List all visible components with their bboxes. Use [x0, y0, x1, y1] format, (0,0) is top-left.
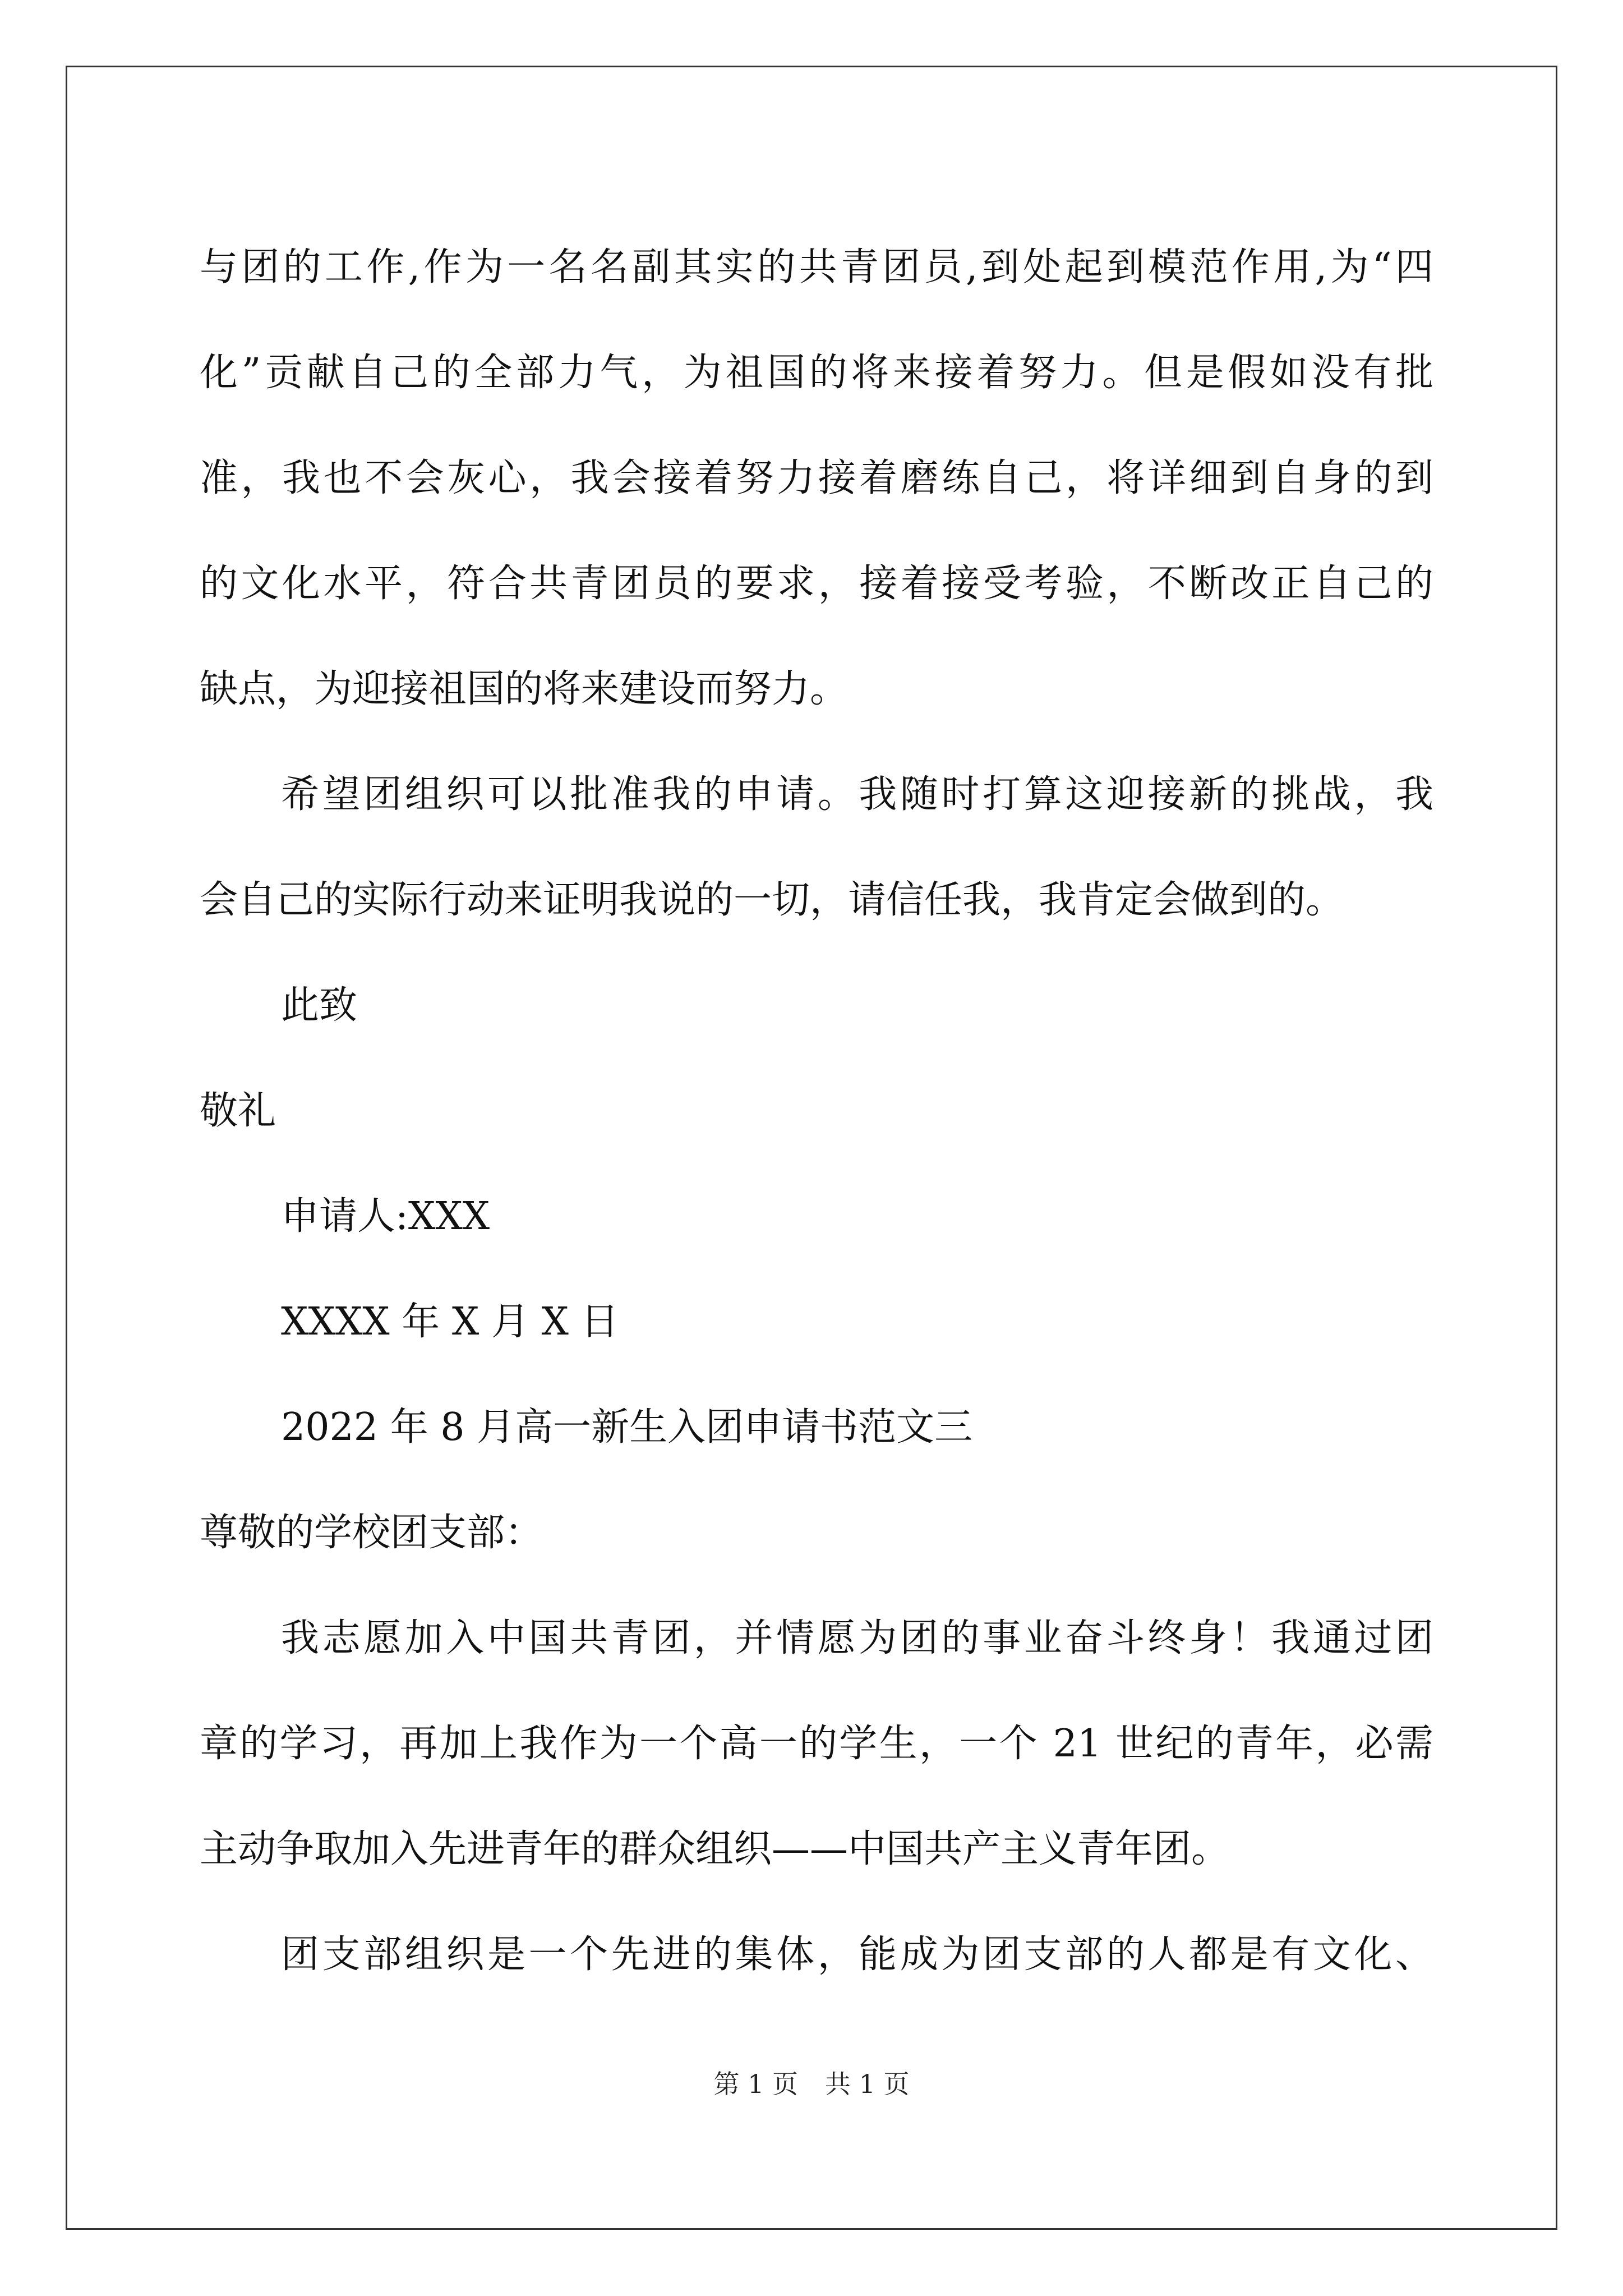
letter-greeting: 尊敬的学校团支部：: [200, 1511, 543, 1555]
closing-salutation: 此致: [281, 983, 358, 1028]
section-heading: 2022 年 8 月高一新生入团申请书范文三: [281, 1405, 973, 1450]
text-line: 化”贡献自己的全部力气，为祖国的将来接着努力。但是假如没有批: [200, 351, 1433, 395]
page-footer: [0, 2067, 1623, 2101]
text-line: 准，我也不会灰心，我会接着努力接着磨练自己，将详细到自身的到: [200, 456, 1433, 500]
text-line: 的文化水平，符合共青团员的要求，接着接受考验，不断改正自己的: [200, 562, 1433, 606]
page-total: 共 1 页: [825, 2069, 910, 2099]
paragraph-first-line: 希望团组织可以批准我的申请。我随时打算这迎接新的挑战，我: [281, 772, 1433, 817]
text-line: 会自己的实际行动来证明我说的一切，请信任我，我肯定会做到的。: [200, 878, 1344, 922]
applicant-signature: 申请人:XXX: [281, 1194, 490, 1239]
paragraph-first-line: 团支部组织是一个先进的集体，能成为团支部的人都是有文化、: [281, 1932, 1433, 1977]
page-number: 第 1 页: [713, 2069, 798, 2099]
closing-regards: 敬礼: [200, 1089, 276, 1133]
paragraph-first-line: 我志愿加入中国共青团，并情愿为团的事业奋斗终身！我通过团: [281, 1616, 1433, 1660]
text-line: 缺点，为迎接祖国的将来建设而努力。: [200, 667, 849, 711]
text-line: 主动争取加入先进青年的群众组织——中国共产主义青年团。: [200, 1827, 1230, 1871]
text-line: 与团的工作,作为一名名副其实的共青团员,到处起到模范作用,为“四: [200, 245, 1433, 289]
signature-date: XXXX 年 X 月 X 日: [281, 1300, 619, 1344]
document-body: [200, 215, 1433, 2008]
text-line: 章的学习，再加上我作为一个高一的学生，一个 21 世纪的青年，必需: [200, 1722, 1433, 1766]
